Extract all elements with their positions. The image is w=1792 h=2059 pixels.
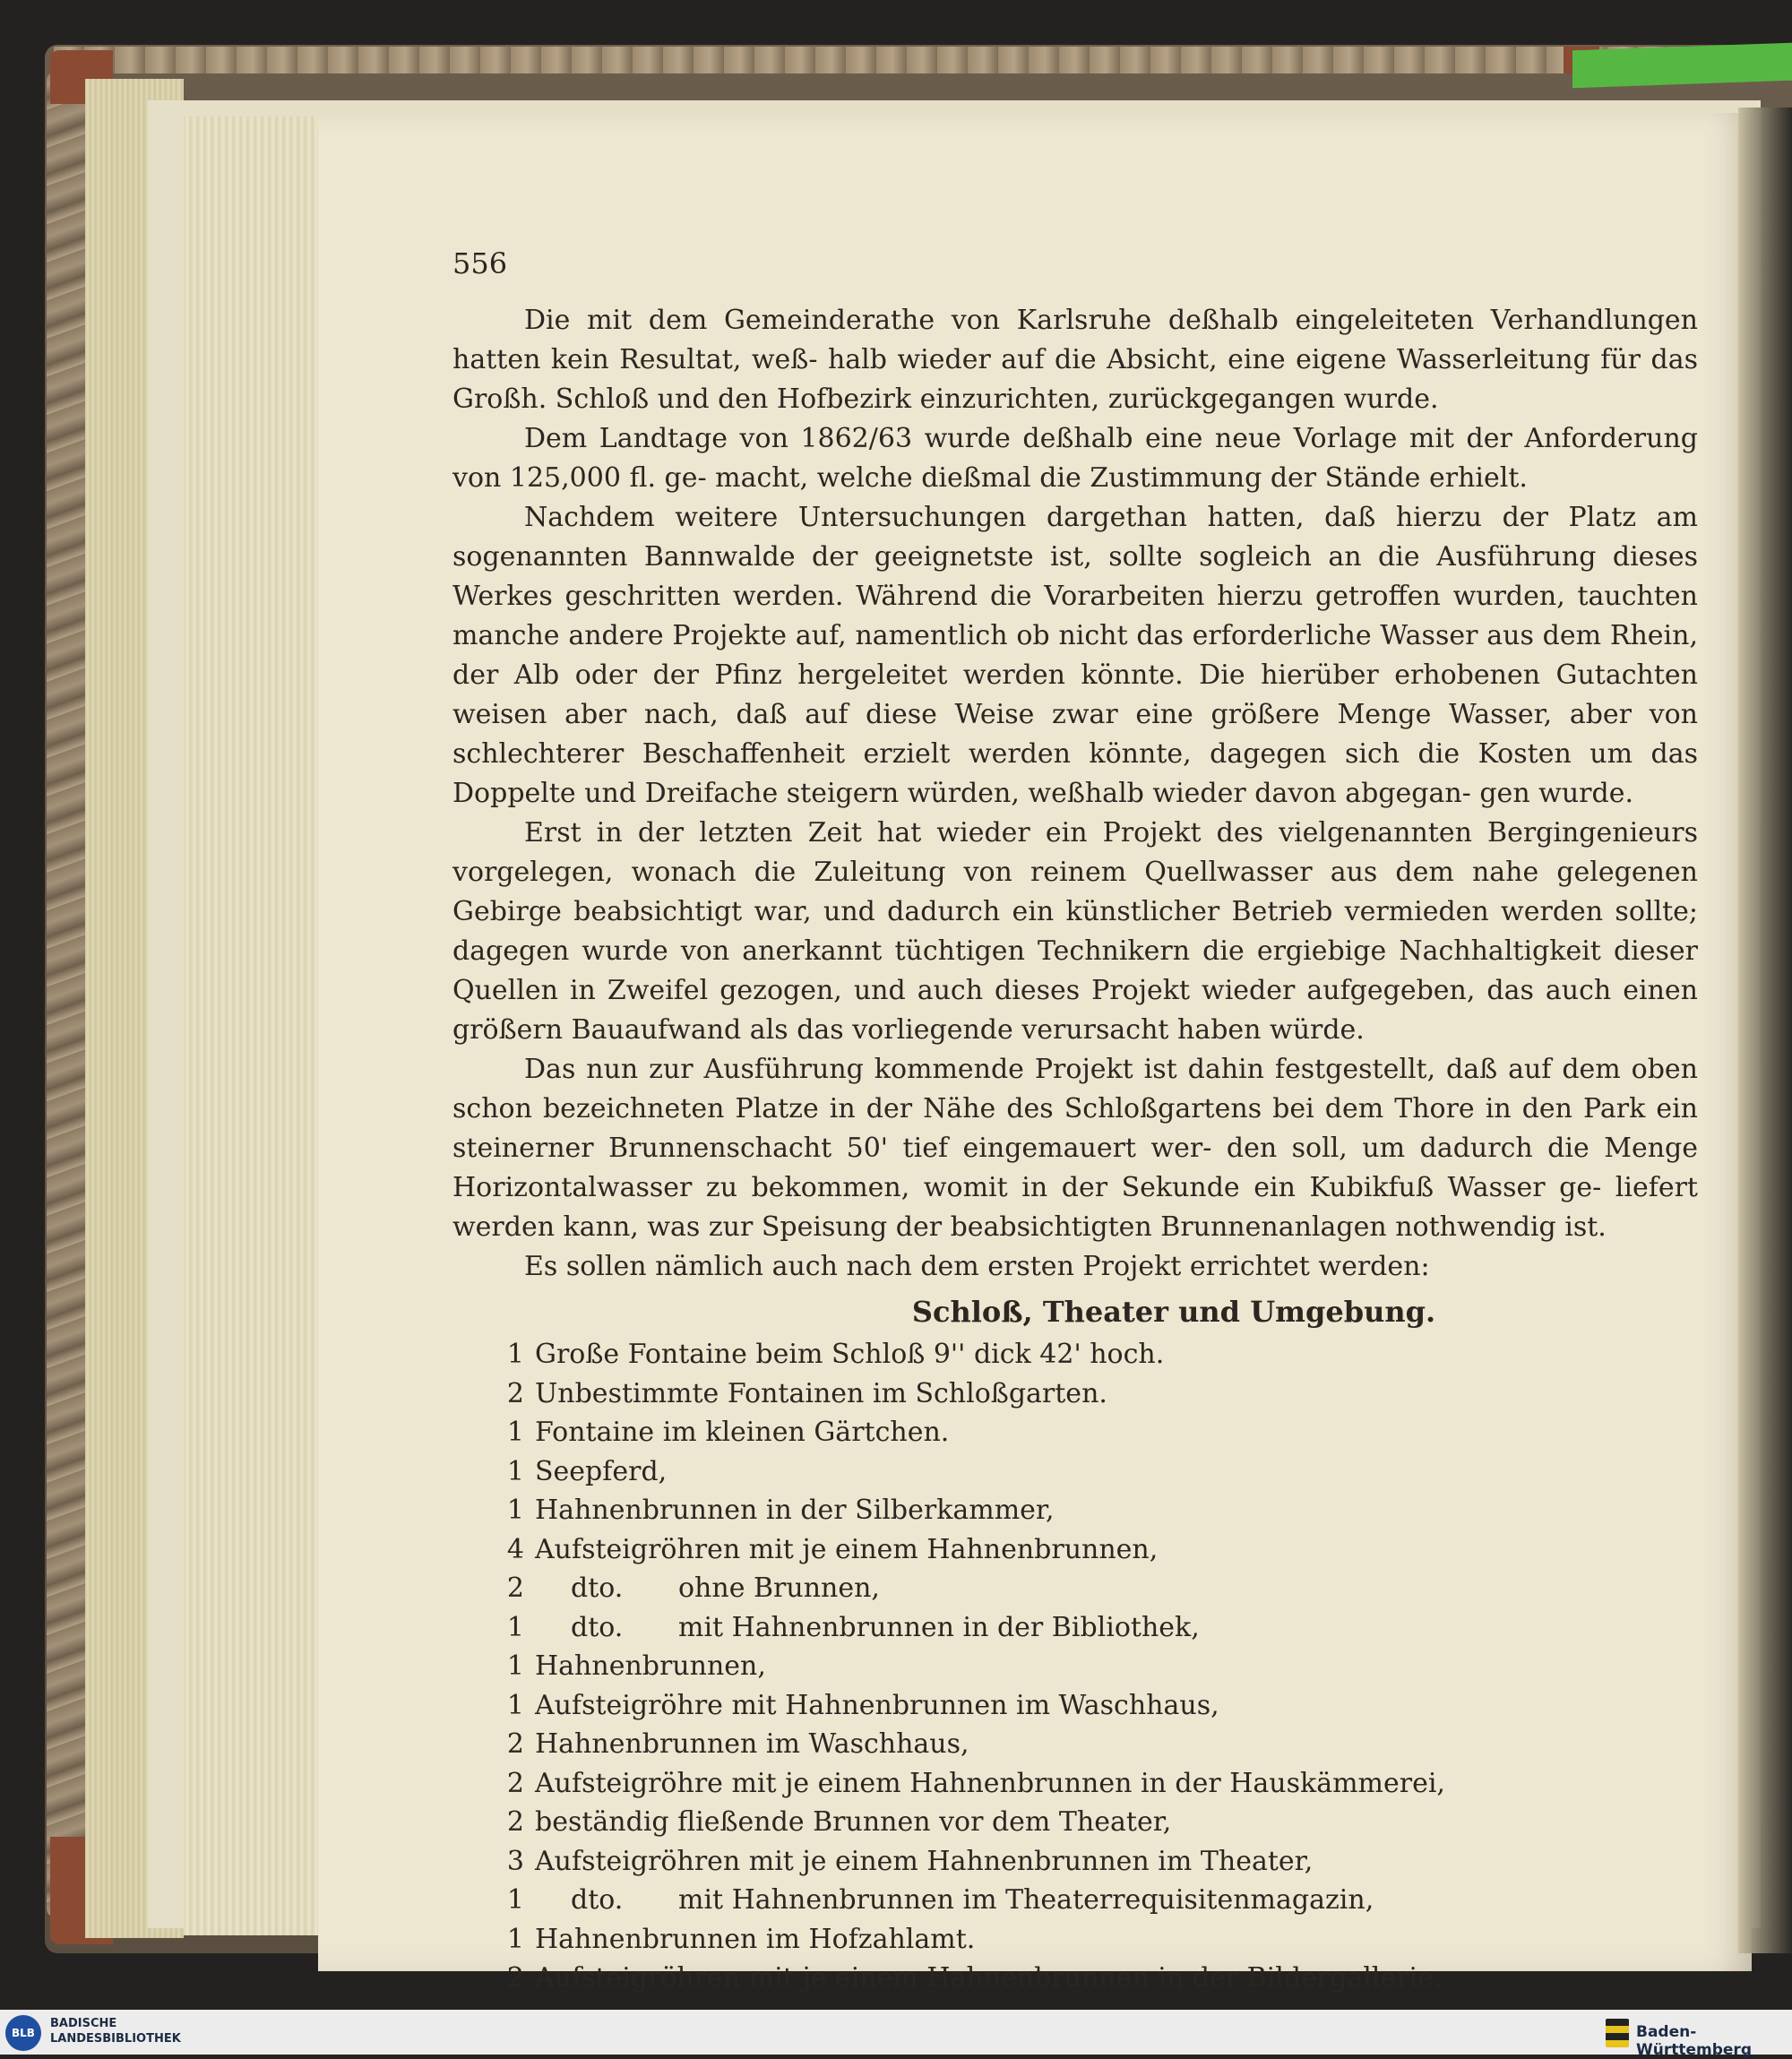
item-description: [535, 1335, 1698, 1374]
item-text: Aufsteigröhren mit je einem Hahnenbrunnen in der Bildergallerie.: [535, 1962, 1443, 1994]
item-text: Aufsteigröhre mit je einem Hahnenbrunnen in der Hauskämmerei,: [535, 1767, 1445, 1799]
item-quantity: 3: [506, 1845, 524, 1877]
list-item: [452, 1803, 1698, 1842]
paragraph: Nachdem weitere Untersuchungen dargethan hatten, daß hierzu der Platz am sogenannten Bannwalde der geeignetste ist, sollte sogleich an die Ausführung dieses Werkes geschritten werden. Während die Vorarbeiten hierzu getroffen wurden, tauchten manche andere Projekte auf, namentlich ob nicht das erforderliche Wasser aus dem Rhein, der Alb oder der Pfinz hergeleitet werden könnte. Die hierüber erhobenen Gutachten weisen aber nach, daß auf diese Weise zwar eine größere Menge Wasser, aber von schlechterer Beschaffenheit erzielt werden könnte, dagegen sich die Kosten um das Doppelte und Dreifache steigern würden, weßhalb wieder davon abgegan- gen wurde.: [452, 502, 1698, 809]
item-description: [535, 1764, 1698, 1804]
item-description: [535, 1608, 1698, 1648]
item-quantity: 2: [506, 1728, 524, 1760]
blb-logo-icon[interactable]: BLB: [5, 2015, 41, 2051]
item-text: Hahnenbrunnen,: [535, 1650, 766, 1682]
item-description: [535, 1413, 1698, 1452]
library-name-line1: BADISCHE: [50, 2017, 117, 2030]
item-quantity: 4: [506, 1533, 524, 1565]
item-text: Aufsteigröhre mit Hahnenbrunnen im Waschhaus,: [535, 1689, 1219, 1721]
item-ditto: dto.: [571, 1611, 624, 1643]
list-item: [452, 1413, 1698, 1452]
item-text: Hahnenbrunnen in der Silberkammer,: [535, 1495, 1055, 1526]
item-description: [535, 1842, 1698, 1882]
item-ditto: dto.: [571, 1572, 624, 1604]
page-number: 556: [452, 246, 508, 280]
item-quantity: 2: [506, 1806, 524, 1838]
item-quantity: 2: [506, 1377, 524, 1409]
item-quantity: 1: [506, 1611, 524, 1643]
list-item: [452, 1374, 1698, 1414]
paragraph: Es sollen nämlich auch nach dem ersten Projekt errichtet werden:: [524, 1251, 1430, 1282]
item-description: [535, 1881, 1698, 1920]
item-text: beständig fließende Brunnen vor dem Theater,: [535, 1806, 1172, 1838]
list-item: [452, 1335, 1698, 1374]
library-name[interactable]: [50, 2016, 181, 2046]
item-quantity: 1: [506, 1455, 524, 1487]
item-text: Große Fontaine beim Schloß 9'' dick 42' hoch.: [535, 1339, 1165, 1370]
fountain-list: [452, 1335, 1698, 1998]
item-quantity: 2: [506, 1767, 524, 1799]
list-item: [452, 1491, 1698, 1530]
list-item: [452, 1881, 1698, 1920]
list-item: [452, 1725, 1698, 1764]
list-item: [452, 1608, 1698, 1648]
list-item: [452, 1920, 1698, 1960]
item-quantity: 1: [506, 1689, 524, 1721]
item-description: [535, 1959, 1698, 1998]
item-text: Seepferd,: [535, 1455, 668, 1487]
item-quantity: 2: [506, 1962, 524, 1994]
list-item: [452, 1452, 1698, 1492]
list-item: [452, 1959, 1698, 1998]
book-top-edge: [54, 47, 1756, 73]
item-text: Aufsteigröhren mit je einem Hahnenbrunnen im Theater,: [535, 1845, 1314, 1877]
list-item: [452, 1764, 1698, 1804]
library-name-line2: LANDESBIBLIOTHEK: [50, 2032, 181, 2046]
item-description: [535, 1452, 1698, 1492]
item-quantity: 1: [506, 1417, 524, 1448]
item-description: [535, 1725, 1698, 1764]
item-description: [535, 1374, 1698, 1414]
item-text: Fontaine im kleinen Gärtchen.: [535, 1417, 950, 1448]
section-heading: Schloß, Theater und Umgebung.: [911, 1295, 1436, 1329]
item-quantity: 1: [506, 1339, 524, 1370]
state-name[interactable]: Baden-Württemberg: [1636, 2023, 1752, 2059]
footer-bar: [0, 2010, 1792, 2059]
item-text: Hahnenbrunnen im Hofzahlamt.: [535, 1923, 976, 1955]
paragraph: Die mit dem Gemeinderathe von Karlsruhe deßhalb eingeleiteten Verhandlungen hatten kein Resultat, weß- halb wieder auf die Absicht, eine eigene Wasserleitung für das Großh. Schloß und den Hofbezirk einzurichten, zurückgegangen wurde.: [452, 305, 1698, 415]
item-description: [535, 1569, 1698, 1608]
item-ditto: dto.: [571, 1884, 624, 1916]
item-text: mit Hahnenbrunnen im Theaterrequisitenmagazin,: [678, 1884, 1374, 1916]
page-edges: [184, 116, 320, 1935]
item-text: ohne Brunnen,: [678, 1572, 880, 1604]
list-item: [452, 1647, 1698, 1686]
item-description: [535, 1803, 1698, 1842]
item-text: Hahnenbrunnen im Waschhaus,: [535, 1728, 969, 1760]
bookmark-ribbon-green: [1572, 43, 1792, 89]
item-quantity: 1: [506, 1884, 524, 1916]
paragraph: Erst in der letzten Zeit hat wieder ein Projekt des vielgenannten Bergingenieurs vorgelegen, wonach die Zuleitung von reinem Quellwasser aus dem nahe gelegenen Gebirge beabsichtigt war, und dadurch ein künstlicher Betrieb vermieden werden sollte; dagegen wurde von anerkannt tüchtigen Technikern die ergiebige Nachhaltigkeit dieser Quellen in Zweifel gezogen, und auch dieses Projekt wieder aufgegeben, das auch einen größern Bauaufwand als das vorliegende verursacht haben würde.: [452, 817, 1698, 1046]
item-description: [535, 1530, 1698, 1570]
item-description: [535, 1920, 1698, 1960]
list-item: [452, 1569, 1698, 1608]
item-text: mit Hahnenbrunnen in der Bibliothek,: [678, 1611, 1200, 1643]
item-quantity: 1: [506, 1495, 524, 1526]
item-description: [535, 1686, 1698, 1726]
item-quantity: 2: [506, 1572, 524, 1604]
item-quantity: 1: [506, 1650, 524, 1682]
item-description: [535, 1491, 1698, 1530]
paragraph: Dem Landtage von 1862/63 wurde deßhalb eine neue Vorlage mit der Anforderung von 125,000 fl. ge- macht, welche dießmal die Zustimmung der Stände erhielt.: [452, 423, 1698, 494]
item-text: Unbestimmte Fontainen im Schloßgarten.: [535, 1377, 1107, 1409]
baden-wuerttemberg-crest-icon[interactable]: [1606, 2019, 1629, 2047]
item-text: Aufsteigröhren mit je einem Hahnenbrunnen,: [535, 1533, 1159, 1565]
paragraph: Das nun zur Ausführung kommende Projekt ist dahin festgestellt, daß auf dem oben schon bezeichneten Platze in der Nähe des Schloßgartens bei dem Thore in den Park ein steinerner Brunnenschacht 50' tief eingemauert wer- den soll, um dadurch die Menge Horizontalwasser zu bekommen, womit in der Sekunde ein Kubikfuß Wasser ge- liefert werden kann, was zur Speisung der beabsichtigten Brunnenanlagen nothwendig ist.: [452, 1054, 1698, 1243]
list-item: [452, 1686, 1698, 1726]
page-text: [452, 244, 1698, 1998]
page-gutter-shadow: [1738, 108, 1792, 1953]
item-description: [535, 1647, 1698, 1686]
item-quantity: 1: [506, 1923, 524, 1955]
list-item: [452, 1842, 1698, 1882]
list-item: [452, 1530, 1698, 1570]
